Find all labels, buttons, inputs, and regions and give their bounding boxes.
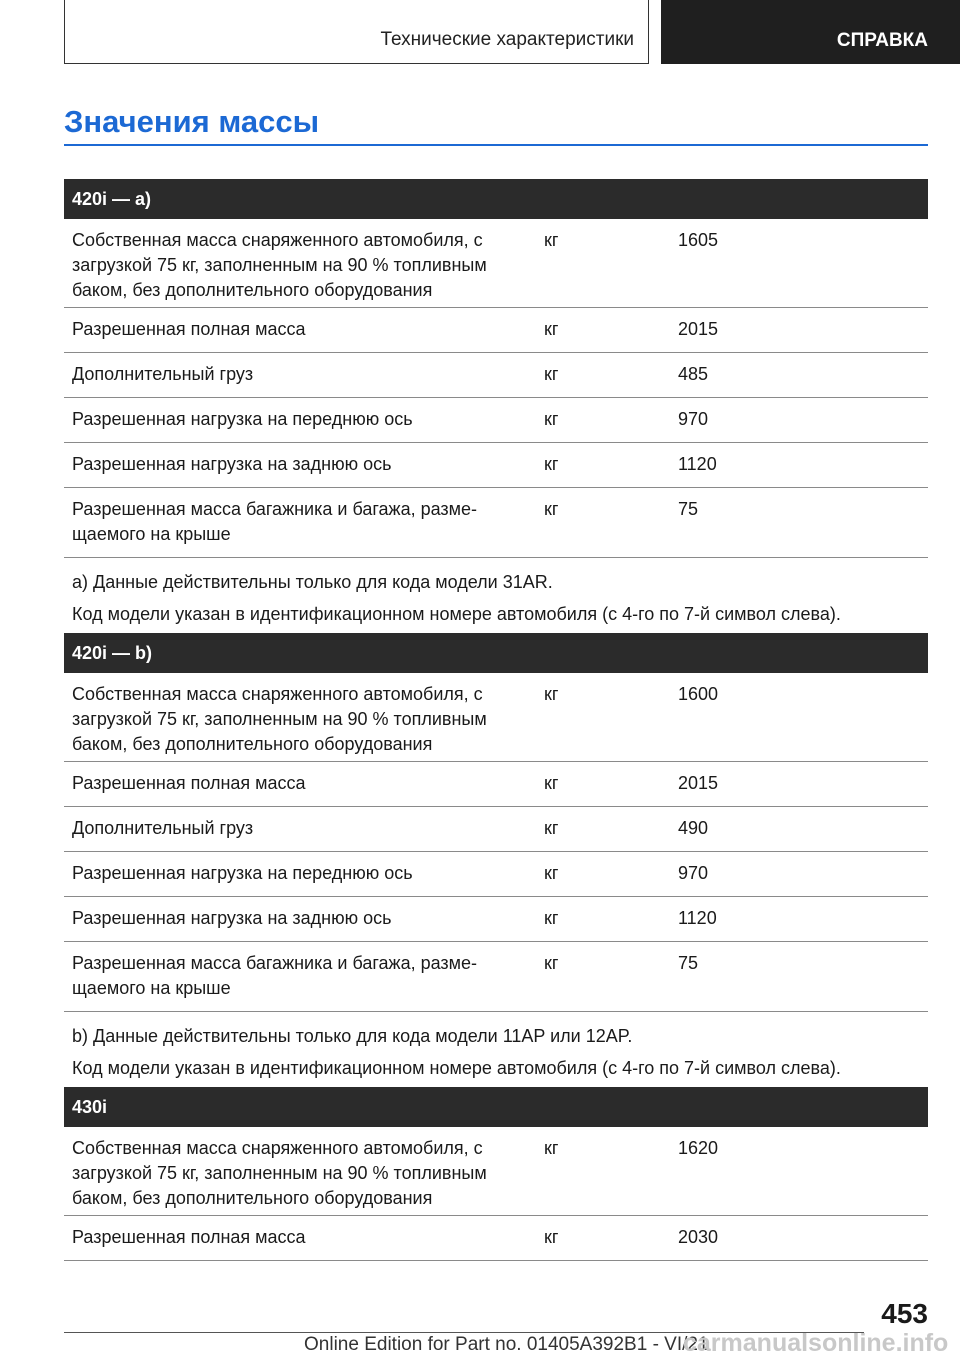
row-unit: кг <box>544 863 559 883</box>
table-row <box>64 762 928 807</box>
row-value: 1620 <box>678 1138 719 1158</box>
page-title: Значения массы <box>64 104 320 139</box>
header-chapter-tab[interactable] <box>661 0 960 64</box>
row-value: 970 <box>678 409 709 429</box>
table-footnote <box>64 1012 928 1096</box>
row-value: 490 <box>678 818 709 838</box>
row-label: Разрешенная нагрузка на заднюю ось <box>72 454 392 474</box>
table-row <box>64 852 928 897</box>
row-label: Разрешенная полная масса <box>72 1227 306 1247</box>
row-label: Разрешенная нагрузка на переднюю ось <box>72 409 413 429</box>
row-value: 2015 <box>678 773 719 793</box>
row-unit: кг <box>544 230 559 250</box>
row-label: Дополнительный груз <box>72 818 254 838</box>
row-label: Разрешенная нагрузка на заднюю ось <box>72 908 392 928</box>
row-unit: кг <box>544 409 559 429</box>
footnote-line: Код модели указан в идентификационном номере автомобиля (с 4-го по 7-й символ слева). <box>72 604 841 624</box>
row-value: 485 <box>678 364 709 384</box>
mass-table-430i <box>64 1087 928 1261</box>
table-row <box>64 1216 928 1261</box>
table-heading: 420i — b) <box>64 633 928 673</box>
mass-table-420i-b <box>64 633 928 1096</box>
row-value: 75 <box>678 499 699 519</box>
watermark-text: carmanualsonline.info <box>683 1329 949 1357</box>
section-label-text: Технические характеристики <box>380 29 634 50</box>
row-unit: кг <box>544 499 559 519</box>
row-label: Разрешенная масса багажника и багажа, разме-щаемого на крыше <box>72 953 478 998</box>
chapter-label-text: СПРАВКА <box>836 30 928 51</box>
row-label: Разрешенная полная масса <box>72 773 306 793</box>
table-heading: 430i <box>64 1087 928 1127</box>
footnote-line: b) Данные действительны только для кода модели 11AP или 12AP. <box>72 1026 633 1046</box>
row-label: Собственная масса снаряженного автомобиля, с загрузкой 75 кг, заполненным на 90 % топливным баком, без дополнительного оборудования <box>72 684 487 754</box>
page-number: 453 <box>881 1298 928 1329</box>
row-label: Разрешенная полная масса <box>72 319 306 339</box>
row-value: 1600 <box>678 684 719 704</box>
edition-text: Online Edition for Part no. 01405A392B1 - VI/21 <box>304 1334 709 1355</box>
row-value: 1120 <box>678 454 717 474</box>
table-row <box>64 897 928 942</box>
table-footnote <box>64 558 928 642</box>
table-row <box>64 443 928 488</box>
row-label: Разрешенная нагрузка на переднюю ось <box>72 863 413 883</box>
footnote-line: a) Данные действительны только для кода модели 31AR. <box>72 572 553 592</box>
row-unit: кг <box>544 908 559 928</box>
row-value: 1120 <box>678 908 717 928</box>
row-unit: кг <box>544 953 559 973</box>
table-row <box>64 942 928 1012</box>
row-value: 2030 <box>678 1227 719 1247</box>
row-unit: кг <box>544 684 559 704</box>
title-divider <box>64 144 928 146</box>
mass-table-420i-a <box>64 179 928 642</box>
row-label: Разрешенная масса багажника и багажа, разме-щаемого на крыше <box>72 499 478 544</box>
row-value: 75 <box>678 953 699 973</box>
row-unit: кг <box>544 364 559 384</box>
row-label: Собственная масса снаряженного автомобиля, с загрузкой 75 кг, заполненным на 90 % топливным баком, без дополнительного оборудования <box>72 230 487 300</box>
table-row <box>64 398 928 443</box>
footnote-line: Код модели указан в идентификационном номере автомобиля (с 4-го по 7-й символ слева). <box>72 1058 841 1078</box>
row-value: 970 <box>678 863 709 883</box>
header-section-label <box>64 0 649 64</box>
row-unit: кг <box>544 1138 559 1158</box>
table-row <box>64 807 928 852</box>
table-row <box>64 673 928 762</box>
row-unit: кг <box>544 818 559 838</box>
table-row <box>64 488 928 558</box>
table-row <box>64 219 928 308</box>
row-unit: кг <box>544 1227 559 1247</box>
row-value: 2015 <box>678 319 719 339</box>
table-row <box>64 308 928 353</box>
row-value: 1605 <box>678 230 719 250</box>
row-unit: кг <box>544 773 559 793</box>
row-unit: кг <box>544 319 559 339</box>
table-row <box>64 353 928 398</box>
row-unit: кг <box>544 454 559 474</box>
row-label: Собственная масса снаряженного автомобиля, с загрузкой 75 кг, заполненным на 90 % топливным баком, без дополнительного оборудования <box>72 1138 487 1208</box>
table-row <box>64 1127 928 1216</box>
table-heading: 420i — a) <box>64 179 928 219</box>
row-label: Дополнительный груз <box>72 364 254 384</box>
